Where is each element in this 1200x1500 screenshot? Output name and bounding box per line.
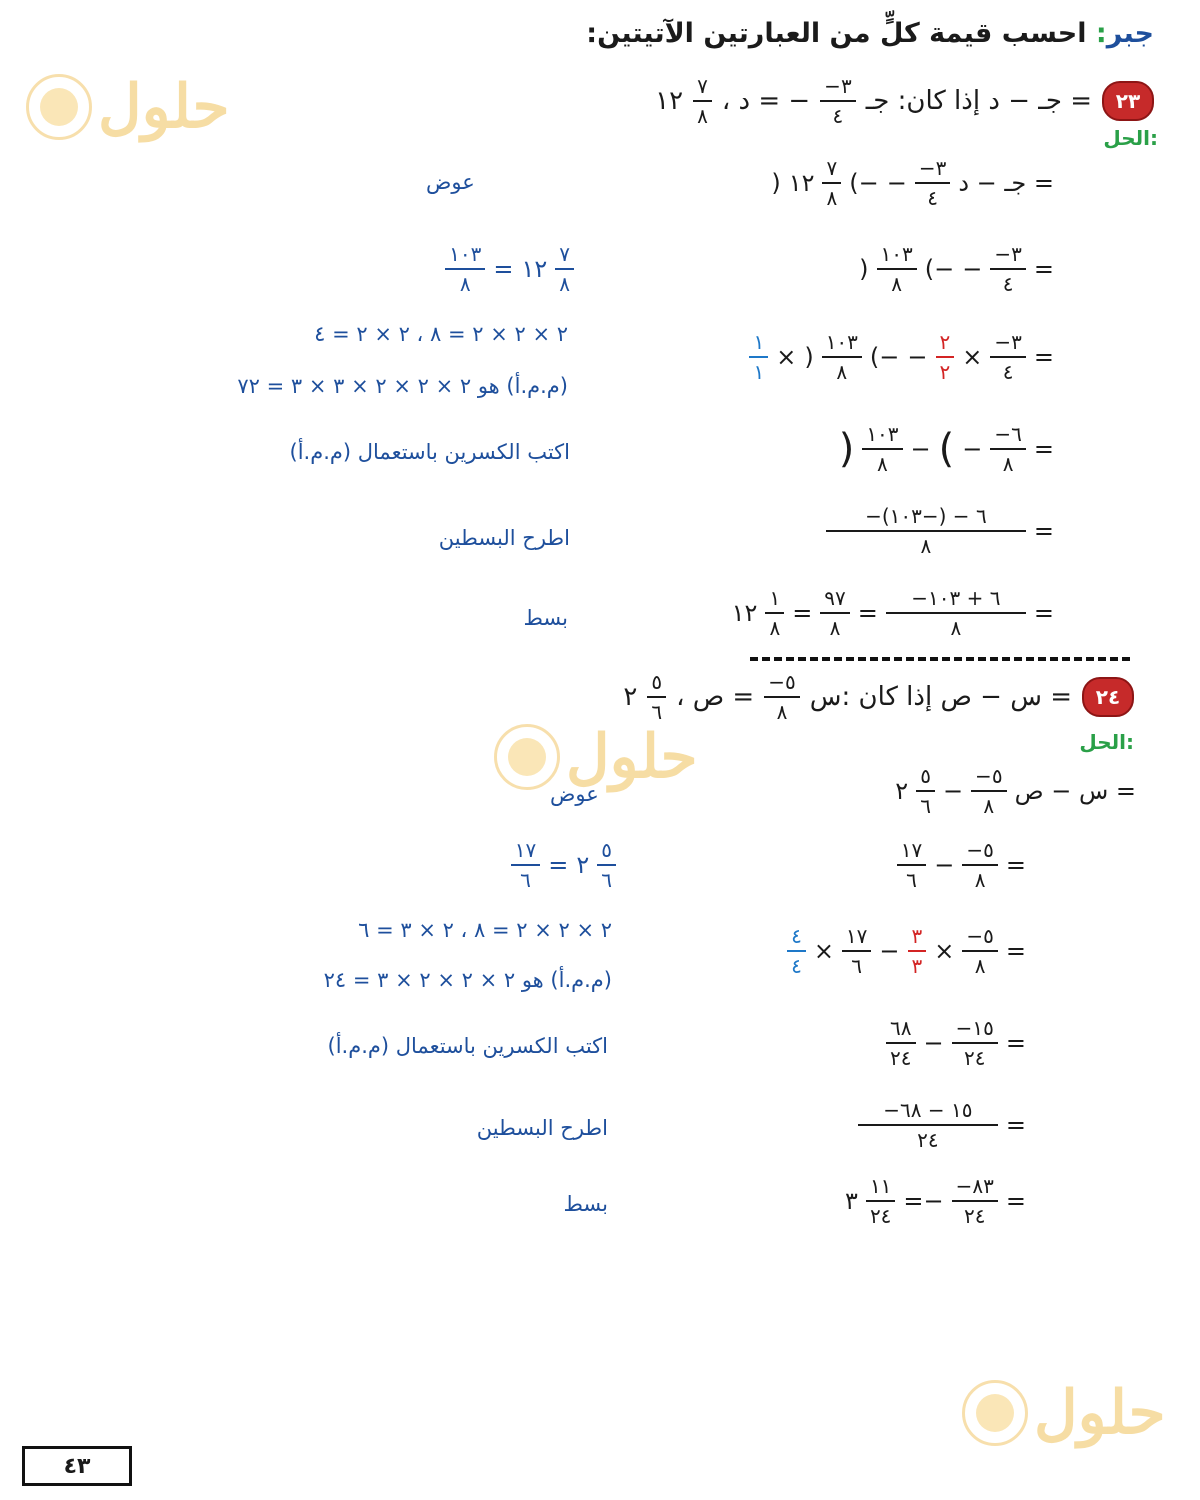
solution-step: = $\frac{-٥}{٨}$ − $\frac{١٧}{٦}$ — [897, 840, 1026, 890]
statement-prefix: س − ص إذا كان :س = — [809, 682, 1072, 712]
step-note: عوض — [550, 782, 599, 806]
solution-step: س − ص = $\frac{-٥}{٨}$ − $\frac{٥}{٦}$ ٢ — [895, 764, 1136, 818]
solution-label: الحل: — [1103, 126, 1158, 150]
problem-number-badge: ٢٣ — [1102, 81, 1154, 121]
given-fraction: $\frac{-٣}{٤}$ — [820, 76, 856, 126]
section-divider — [750, 657, 1130, 661]
solution-step: = $\frac{-٥}{٨}$ × $\frac{٣}{٣}$ − $\frac{١٧}{٦}$ × $\frac{٤}{٤}$ — [787, 926, 1026, 976]
lcm-note: (م.م.أ) هو ٢ × ٢ × ٢ × ٣ = ٢٤ — [323, 968, 612, 992]
problem-statement — [623, 672, 1134, 722]
lcm-note: ٢ × ٢ × ٢ = ٨ ، ٢ × ٢ = ٤ — [314, 322, 568, 346]
lcm-note: ٢ × ٢ × ٢ = ٨ ، ٢ × ٣ = ٦ — [358, 918, 612, 942]
step-note: اكتب الكسرين باستعمال (م.م.أ) — [289, 440, 570, 464]
step-note: اطرح البسطين — [476, 1116, 608, 1140]
solution-step: = $\frac{-٣}{٤}$ − (− $\frac{١٠٣}{٨}$ ) — [859, 242, 1054, 296]
step-note: اطرح البسطين — [438, 526, 570, 550]
problem-statement — [655, 76, 1154, 126]
given-mixed-whole: ١٢ — [655, 86, 684, 116]
given-mixed-fraction: $\frac{٥}{٦}$ — [647, 672, 666, 722]
given-mixed-fraction: $\frac{٧}{٨}$ — [693, 76, 712, 126]
step-note: بسط — [523, 606, 568, 630]
statement-mid: ، د = − — [721, 86, 811, 116]
solution-step: = $\frac{-٣}{٤}$ × $\frac{٢}{٢}$ − (− $\frac{١٠٣}{٨}$ ) × $\frac{١}{١}$ — [749, 332, 1054, 382]
problem-number-badge: ٢٤ — [1082, 677, 1134, 717]
heading-keyword: جبر: — [1095, 18, 1154, 49]
solution-step: = $\frac{-٨٣}{٢٤}$ =− $\frac{١١}{٢٤}$ ٣ — [845, 1174, 1026, 1228]
book-icon — [962, 1380, 1028, 1446]
step-note: بسط — [563, 1192, 608, 1216]
heading-instruction: احسب قيمة كلٍّ من العبارتين الآتيتين: — [586, 18, 1087, 49]
statement-prefix: جـ − د إذا كان: جـ = — [865, 86, 1092, 116]
page-heading — [586, 18, 1154, 49]
book-icon — [494, 724, 560, 790]
page-number: ٤٣ — [22, 1446, 132, 1486]
solution-step: = $\frac{-١٥ - ٦٨}{٢٤}$ — [858, 1100, 1026, 1150]
conversion-note: $\frac{٧}{٨}$ ١٢ = $\frac{١٠٣}{٨}$ — [445, 244, 574, 294]
solution-step: = $\frac{-٦}{٨}$ − ( − $\frac{١٠٣}{٨}$ ) — [838, 422, 1054, 476]
solution-step: = $\frac{-١٥}{٢٤}$ − $\frac{٦٨}{٢٤}$ — [886, 1018, 1026, 1068]
statement-mid: ، ص = — [676, 682, 755, 712]
step-note: عوض — [426, 170, 475, 194]
watermark-logo — [962, 1378, 1166, 1448]
solution-step: = $\frac{-٦ + ١٠٣}{٨}$ = $\frac{٩٧}{٨}$ = $\frac{١}{٨}$ ١٢ — [731, 586, 1054, 640]
step-note: اكتب الكسرين باستعمال (م.م.أ) — [327, 1034, 608, 1058]
solution-step: = $\frac{-٦ - (-١٠٣)}{٨}$ — [826, 506, 1054, 556]
watermark-text: حلول — [566, 722, 698, 792]
book-icon — [26, 74, 92, 140]
lcm-note: (م.م.أ) هو ٢ × ٢ × ٢ × ٣ × ٣ = ٧٢ — [237, 374, 568, 398]
solution-step: جـ − د = $\frac{-٣}{٤}$ − (− $\frac{٧}{٨}$ ١٢ ) — [771, 156, 1054, 210]
given-fraction: $\frac{-٥}{٨}$ — [764, 672, 800, 722]
watermark-text: حلول — [98, 72, 230, 142]
given-mixed-whole: ٢ — [623, 682, 638, 712]
watermark-logo — [26, 72, 230, 142]
conversion-note: $\frac{٥}{٦}$ ٢ = $\frac{١٧}{٦}$ — [511, 840, 616, 890]
watermark-text: حلول — [1034, 1378, 1166, 1448]
solution-label: الحل: — [1079, 730, 1134, 754]
